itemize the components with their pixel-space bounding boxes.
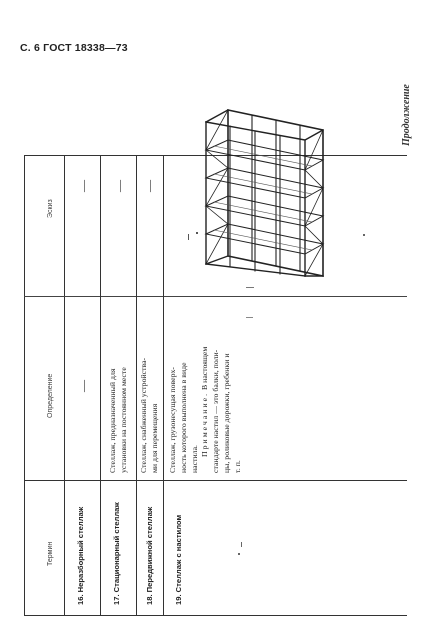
column-header-sketch: Эскиз — [47, 199, 54, 218]
scan-speck — [188, 234, 189, 240]
row-19-definition-line: Стеллаж, грузонесущая поверх- — [168, 367, 177, 473]
row-19-note-line: т. п. — [232, 460, 242, 473]
row-19-term: 19. Стеллаж с настилом — [174, 514, 183, 605]
row-16-term: 16. Неразборный стеллаж — [76, 506, 85, 605]
row-16-sketch: — — [76, 180, 90, 192]
scan-speck — [238, 553, 240, 555]
row-19-note-label: Примечание. — [200, 391, 210, 457]
column-header-definition: Определение — [47, 373, 54, 418]
row-16-definition: — — [76, 380, 90, 392]
row-18-term: 18. Передвижной стеллаж — [145, 506, 154, 605]
scan-speck — [363, 234, 365, 236]
row-19-note-line: В настоящем — [200, 346, 210, 390]
row-17-definition-line: Стеллаж, предназначенный для — [108, 368, 117, 473]
scan-speck — [241, 542, 242, 547]
row-17-sketch: — — [112, 180, 126, 192]
row-19-definition-line: настила. — [189, 445, 199, 473]
scan-speck — [246, 317, 253, 318]
row-19-note-line: цы, роликовые дорожки, гребенки и — [221, 353, 231, 473]
row-17-definition-line: установки на постоянном месте — [118, 367, 128, 473]
row-17-term: 17. Стационарный стеллаж — [112, 502, 121, 605]
column-header-term: Термин — [47, 541, 54, 566]
row-19-note-line: стандарте настил — это балки, поли- — [211, 349, 221, 473]
row-18-definition-line: Стеллаж, снабженный устройства- — [139, 357, 148, 473]
scan-speck — [196, 232, 198, 234]
row-19-definition-line: ность которого выполнена в виде — [178, 362, 188, 473]
row-18-definition-line: ми для перемещения — [149, 403, 159, 473]
continuation-label: Продолжение — [401, 84, 412, 146]
row-18-sketch: — — [142, 180, 156, 192]
page-header: С. 6 ГОСТ 18338—73 — [20, 42, 128, 54]
scan-speck — [246, 287, 254, 288]
